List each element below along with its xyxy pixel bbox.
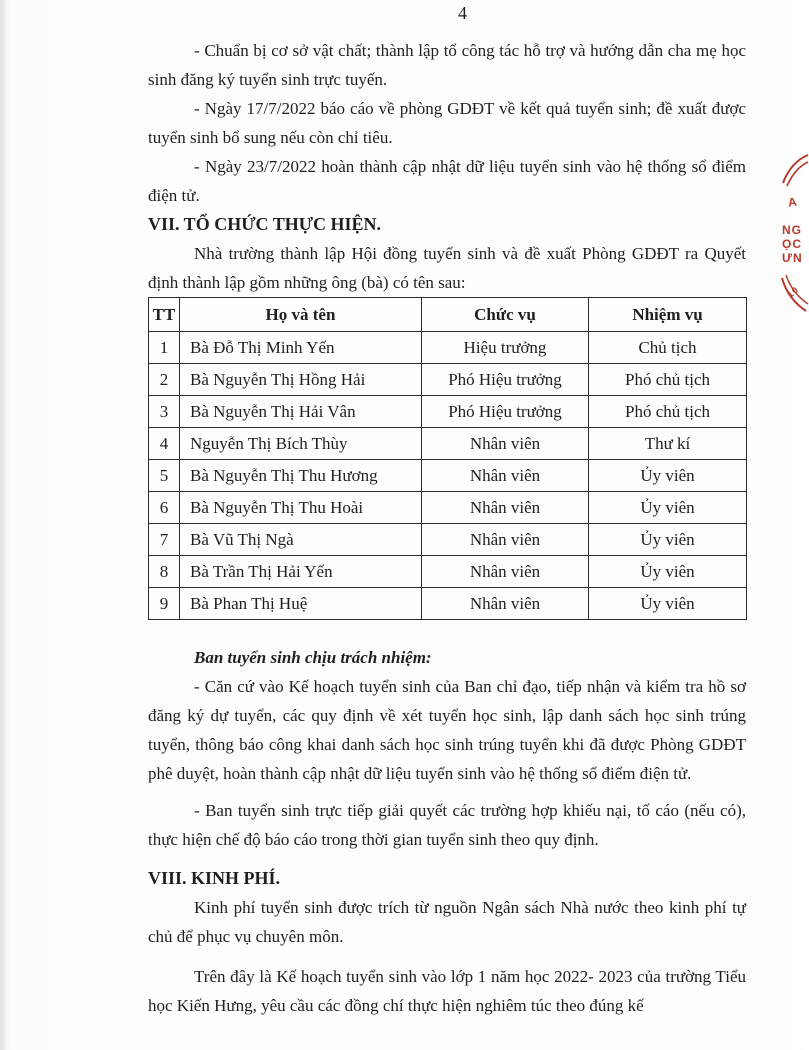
red-stamp-fragment xyxy=(779,152,809,327)
page-number: 4 xyxy=(458,3,467,23)
cell-role: Thư kí xyxy=(589,428,747,460)
cell-role: Ủy viên xyxy=(589,460,747,492)
cell-tt: 4 xyxy=(149,428,180,460)
table-header-row xyxy=(149,298,747,332)
cell-role: Ủy viên xyxy=(589,492,747,524)
cell-position: Nhân viên xyxy=(422,556,589,588)
table-row xyxy=(149,396,747,428)
cell-tt: 6 xyxy=(149,492,180,524)
stamp-text-fragment: 10 xyxy=(785,284,801,300)
cell-name: Bà Nguyễn Thị Hồng Hải xyxy=(180,364,422,396)
cell-name: Bà Nguyễn Thị Hải Vân xyxy=(180,396,422,428)
cell-tt: 1 xyxy=(149,332,180,364)
document-body xyxy=(148,36,746,1020)
cell-tt: 7 xyxy=(149,524,180,556)
table-row xyxy=(149,588,747,620)
cell-role: Ủy viên xyxy=(589,556,747,588)
cell-role: Chủ tịch xyxy=(589,332,747,364)
committee-table xyxy=(148,297,747,620)
cell-tt: 8 xyxy=(149,556,180,588)
column-header-tt: TT xyxy=(149,298,180,332)
table-row xyxy=(149,492,747,524)
cell-name: Bà Nguyễn Thị Thu Hoài xyxy=(180,492,422,524)
stamp-text-fragment: ỌC xyxy=(782,237,802,251)
paragraph: Kinh phí tuyển sinh được trích từ nguồn Ngân sách Nhà nước theo kinh phí tự chủ để phục vụ chuyên môn. xyxy=(148,898,746,946)
cell-position: Nhân viên xyxy=(422,588,589,620)
table-row xyxy=(149,428,747,460)
cell-position: Hiệu trưởng xyxy=(422,332,589,364)
cell-position: Phó Hiệu trưởng xyxy=(422,396,589,428)
stamp-text-fragment: A xyxy=(787,194,799,210)
cell-role: Phó chủ tịch xyxy=(589,396,747,428)
table-row xyxy=(149,332,747,364)
cell-position: Nhân viên xyxy=(422,524,589,556)
cell-name: Bà Phan Thị Huệ xyxy=(180,588,422,620)
paragraph: - Căn cứ vào Kế hoạch tuyển sinh của Ban chỉ đạo, tiếp nhận và kiểm tra hồ sơ đăng ký dự tuyển, các quy định về xét tuyển học sinh, lập danh sách học sinh trúng tuyển, thông báo công khai danh sách học sinh trúng tuyển khi đã được Phòng GDĐT phê duyệt, hoàn thành cập nhật dữ liệu tuyển sinh vào hệ thống sổ điểm điện tử. xyxy=(148,677,746,783)
cell-tt: 2 xyxy=(149,364,180,396)
cell-name: Bà Trần Thị Hải Yến xyxy=(180,556,422,588)
table-row xyxy=(149,364,747,396)
cell-position: Nhân viên xyxy=(422,492,589,524)
cell-role: Phó chủ tịch xyxy=(589,364,747,396)
paragraph: - Ban tuyển sinh trực tiếp giải quyết các trường hợp khiếu nại, tố cáo (nếu có), thực hiện chế độ báo cáo trong thời gian tuyển sinh theo quy định. xyxy=(148,801,746,849)
stamp-text-fragment: NG xyxy=(782,223,802,237)
responsibilities-lead: Ban tuyển sinh chịu trách nhiệm: xyxy=(194,648,432,667)
column-header-position: Chức vụ xyxy=(422,298,589,332)
cell-position: Nhân viên xyxy=(422,428,589,460)
paragraph: - Ngày 23/7/2022 hoàn thành cập nhật dữ liệu tuyển sinh vào hệ thống sổ điểm điện tử. xyxy=(148,157,746,205)
paragraph: - Ngày 17/7/2022 báo cáo về phòng GDĐT về kết quả tuyển sinh; đề xuất được tuyển sinh bổ sung nếu còn chỉ tiêu. xyxy=(148,99,746,147)
cell-role: Ủy viên xyxy=(589,588,747,620)
paragraph: - Chuẩn bị cơ sở vật chất; thành lập tổ công tác hỗ trợ và hướng dẫn cha mẹ học sinh đăng ký tuyển sinh trực tuyến. xyxy=(148,41,746,89)
section-vii-heading: VII. TỔ CHỨC THỰC HIỆN. xyxy=(148,214,382,234)
cell-position: Nhân viên xyxy=(422,460,589,492)
cell-position: Phó Hiệu trưởng xyxy=(422,364,589,396)
cell-name: Nguyễn Thị Bích Thùy xyxy=(180,428,422,460)
cell-name: Bà Đỗ Thị Minh Yến xyxy=(180,332,422,364)
table-row xyxy=(149,460,747,492)
cell-name: Bà Nguyễn Thị Thu Hương xyxy=(180,460,422,492)
table-row xyxy=(149,524,747,556)
column-header-role: Nhiệm vụ xyxy=(589,298,747,332)
column-header-name: Họ và tên xyxy=(180,298,422,332)
cell-tt: 9 xyxy=(149,588,180,620)
cell-tt: 3 xyxy=(149,396,180,428)
scan-edge-artifact xyxy=(0,0,7,1050)
table-row xyxy=(149,556,747,588)
cell-tt: 5 xyxy=(149,460,180,492)
section-viii-heading: VIII. KINH PHÍ. xyxy=(148,868,281,888)
section-vii-intro: Nhà trường thành lập Hội đồng tuyển sinh và đề xuất Phòng GDĐT ra Quyết định thành lập gồm những ông (bà) có tên sau: xyxy=(148,244,746,292)
cell-role: Ủy viên xyxy=(589,524,747,556)
cell-name: Bà Vũ Thị Ngà xyxy=(180,524,422,556)
stamp-text-fragment: ƯN xyxy=(782,251,803,265)
paragraph: Trên đây là Kế hoạch tuyển sinh vào lớp 1 năm học 2022- 2023 của trường Tiểu học Kiến Hưng, yêu cầu các đồng chí thực hiện nghiêm túc theo đúng kế xyxy=(148,967,746,1015)
